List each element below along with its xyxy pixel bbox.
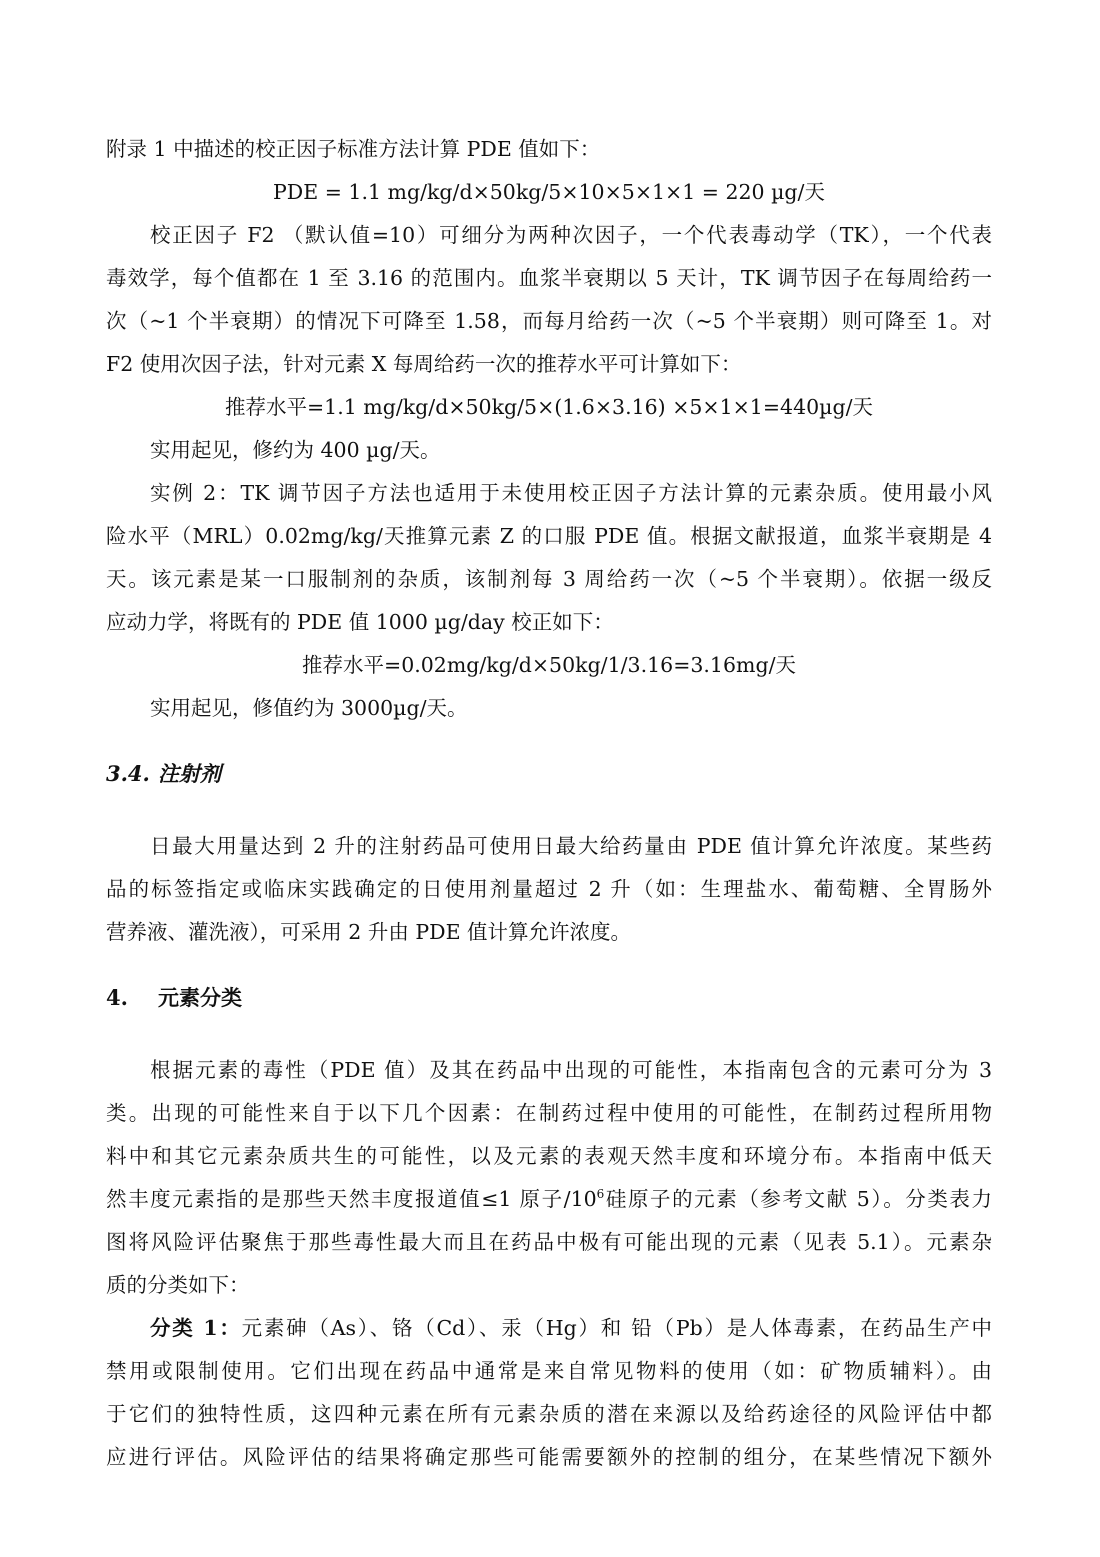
formula-recommended-level-1: 推荐水平=1.1 mg/kg/d×50kg/5×(1.6×3.16) ×5×1×1=440µg/天 <box>224 395 874 419</box>
text-line: 天。该元素是某一口服制剂的杂质，该制剂每 3 周给药一次（~5 个半衰期）。依据一级反 <box>106 567 992 591</box>
section-number: 4. <box>106 985 128 1010</box>
text-line: 禁用或限制使用。它们出现在药品中通常是来自常见物料的使用（如：矿物质辅料）。由 <box>106 1359 992 1383</box>
text-line: 品的标签指定或临床实践确定的日使用剂量超过 2 升（如：生理盐水、葡萄糖、全胃肠外 <box>106 877 992 901</box>
document-page <box>106 128 992 1479</box>
formula-recommended-level-2: 推荐水平=0.02mg/kg/d×50kg/1/3.16=3.16mg/天 <box>302 653 796 677</box>
section-title: 元素分类 <box>158 985 242 1010</box>
text-segment: 硅原子的元素（参考文献 5）。分类表力 <box>604 1187 992 1211</box>
text-line: 于它们的独特性质，这四种元素在所有元素杂质的潜在来源以及给药途径的风险评估中都 <box>106 1402 992 1426</box>
section-heading-3-4 <box>106 752 992 795</box>
text-line: 应动力学，将既有的 PDE 值 1000 µg/day 校正如下： <box>106 610 614 634</box>
section-number: 3.4. <box>106 761 150 786</box>
text-line: 险水平（MRL）0.02mg/kg/天推算元素 Z 的口服 PDE 值。根据文献报道，血浆半衰期是 4 <box>106 524 992 548</box>
text-line: 根据元素的毒性（PDE 值）及其在药品中出现的可能性，本指南包含的元素可分为 3 <box>150 1058 992 1082</box>
text-segment: 元素砷（As）、铬（Cd）、汞（Hg）和 铅（Pb）是人体毒素，在药品生产中 <box>241 1316 992 1340</box>
text-line: 日最大用量达到 2 升的注射药品可使用日最大给药量由 PDE 值计算允许浓度。某些药 <box>150 834 992 858</box>
section-heading-4 <box>106 976 992 1019</box>
text-line: 质的分类如下： <box>106 1273 250 1297</box>
text-line: 实例 2：TK 调节因子方法也适用于未使用校正因子方法计算的元素杂质。使用最小风 <box>150 481 992 505</box>
section-title: 注射剂 <box>158 761 221 786</box>
text-line: 附录 1 中描述的校正因子标准方法计算 PDE 值如下： <box>106 137 601 161</box>
text-segment: 然丰度元素指的是那些天然丰度报道值≤1 原子/10 <box>106 1187 597 1211</box>
category-label: 分类 1： <box>150 1316 242 1340</box>
text-line: 图将风险评估聚焦于那些毒性最大而且在药品中极有可能出现的元素（见表 5.1）。元素杂 <box>106 1230 992 1254</box>
text-line: 毒效学，每个值都在 1 至 3.16 的范围内。血浆半衰期以 5 天计，TK 调节因子在每周给药一 <box>106 266 992 290</box>
text-line: 次（~1 个半衰期）的情况下可降至 1.58，而每月给药一次（~5 个半衰期）则可降至 1。对 <box>106 309 992 333</box>
text-line: 实用起见，修约为 400 µg/天。 <box>150 438 441 462</box>
text-line: 实用起见，修值约为 3000µg/天。 <box>150 696 468 720</box>
text-line: 应进行评估。风险评估的结果将确定那些可能需要额外的控制的组分，在某些情况下额外 <box>106 1445 992 1469</box>
text-line: 营养液、灌洗液），可采用 2 升由 PDE 值计算允许浓度。 <box>106 920 632 944</box>
formula-pde: PDE = 1.1 mg/kg/d×50kg/5×10×5×1×1 = 220 µg/天 <box>273 180 825 204</box>
text-line: 料中和其它元素杂质共生的可能性，以及元素的表观天然丰度和环境分布。本指南中低天 <box>106 1144 992 1168</box>
superscript: 6 <box>596 1187 605 1202</box>
text-line: 类。出现的可能性来自于以下几个因素：在制药过程中使用的可能性，在制药过程所用物 <box>106 1101 992 1125</box>
text-line <box>106 1307 992 1350</box>
text-line <box>106 1178 992 1221</box>
text-line: 校正因子 F2 （默认值=10）可细分为两种次因子，一个代表毒动学（TK），一个代表 <box>150 223 992 247</box>
text-line: F2 使用次因子法，针对元素 X 每周给药一次的推荐水平可计算如下： <box>106 352 742 376</box>
